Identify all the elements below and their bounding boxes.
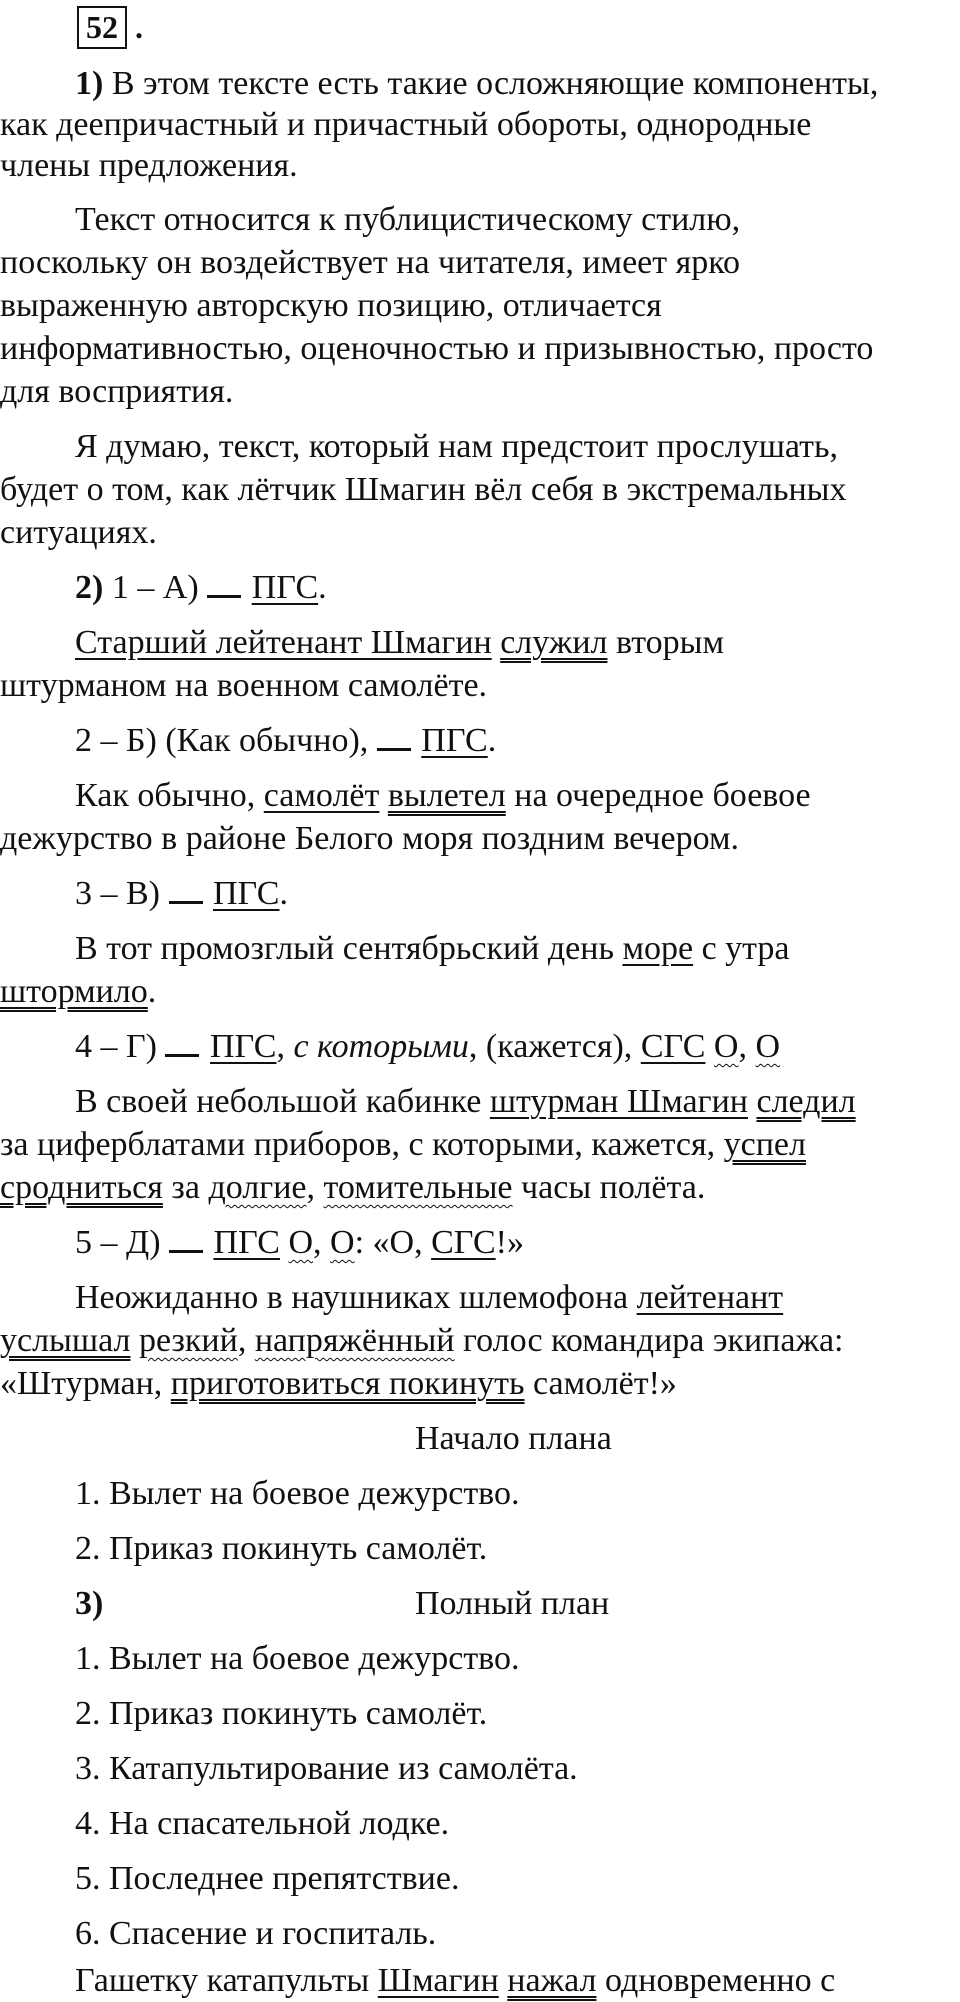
punct: . bbox=[279, 875, 288, 912]
predicate: приготовиться покинуть bbox=[170, 1365, 525, 1402]
p3-line-1: Я думаю, текст, который нам предстоит прослушать, bbox=[75, 428, 838, 465]
plan-full-item: 2. Приказ покинуть самолёт. bbox=[75, 1695, 488, 1732]
homogeneous-member: О bbox=[755, 1028, 781, 1065]
scheme-1 bbox=[75, 567, 960, 609]
scheme-label: 1 – А) bbox=[103, 569, 208, 606]
space bbox=[130, 1322, 139, 1359]
punct: !» bbox=[495, 1224, 524, 1261]
predicate: служил bbox=[500, 624, 608, 661]
homogeneous-member: О bbox=[288, 1224, 314, 1261]
plan-start-item: 1. Вылет на боевое дежурство. bbox=[75, 1475, 520, 1512]
sentence-5-line-1 bbox=[75, 1277, 960, 1319]
plan-full-item: 3. Катапультирование из самолёта. bbox=[75, 1750, 578, 1787]
p1-text: В этом тексте есть такие осложняющие компоненты, bbox=[103, 65, 879, 102]
text: с утра bbox=[693, 930, 790, 967]
p2-line-2: поскольку он воздействует на читателя, имеет ярко bbox=[0, 244, 741, 281]
punct: . bbox=[147, 973, 157, 1010]
scheme-5 bbox=[75, 1222, 960, 1264]
plan-full-item: 1. Вылет на боевое дежурство. bbox=[75, 1640, 520, 1677]
plan-full-item: 5. Последнее препятствие. bbox=[75, 1860, 460, 1897]
predicate: следил bbox=[756, 1083, 856, 1120]
punct: , (кажется), bbox=[468, 1028, 641, 1065]
sgs-term: СГС bbox=[431, 1224, 496, 1261]
sentence-5-line-2 bbox=[0, 1320, 960, 1362]
plan-start-title: Начало плана bbox=[415, 1420, 612, 1457]
pgs-term: ПГС bbox=[421, 722, 488, 759]
homogeneous-member: О bbox=[713, 1028, 739, 1065]
subject: штурман Шмагин bbox=[489, 1083, 748, 1120]
p1-mark: 1) bbox=[75, 65, 104, 102]
p2-line-3: выраженную авторскую позицию, отличается bbox=[0, 287, 662, 324]
sentence-3-line-2 bbox=[0, 971, 960, 1013]
text: голос командира экипажа: bbox=[454, 1322, 844, 1359]
last-line bbox=[75, 1960, 960, 2002]
text: самолёт!» bbox=[524, 1365, 677, 1402]
attribute: томительные bbox=[323, 1169, 513, 1206]
subject: Шмагин bbox=[377, 1962, 499, 1999]
scheme-4 bbox=[75, 1026, 960, 1068]
plan-start-item: 2. Приказ покинуть самолёт. bbox=[75, 1530, 488, 1567]
plan-full-title: Полный план bbox=[415, 1585, 610, 1622]
scheme-label: 5 – Д) bbox=[75, 1224, 170, 1261]
punct: . bbox=[487, 722, 497, 759]
attribute: долгие bbox=[208, 1169, 307, 1206]
pgs-term: ПГС bbox=[213, 1224, 280, 1261]
subject: самолёт bbox=[263, 777, 380, 814]
subject: море bbox=[622, 930, 694, 967]
sentence-4-line-1 bbox=[75, 1081, 960, 1123]
p2-line-4: информативностью, оценочностью и призывностью, просто bbox=[0, 330, 874, 367]
plan-full-item: 4. На спасательной лодке. bbox=[75, 1805, 450, 1842]
section-mark-2: 2) bbox=[75, 569, 104, 606]
blank-line bbox=[165, 1026, 199, 1057]
sentence-4-line-2 bbox=[0, 1124, 960, 1166]
sentence-5-line-3 bbox=[0, 1363, 960, 1405]
predicate: услышал bbox=[0, 1322, 131, 1359]
p3-line-3: ситуациях. bbox=[0, 514, 157, 551]
sentence-1-line-2: штурманом на военном самолёте. bbox=[0, 667, 488, 704]
p2-line-5: для восприятия. bbox=[0, 373, 234, 410]
punct: , bbox=[738, 1028, 756, 1065]
text: часы полёта. bbox=[512, 1169, 706, 1206]
punct: , bbox=[306, 1169, 324, 1206]
section-mark-3: 3) bbox=[75, 1585, 104, 1622]
punct: , bbox=[313, 1224, 331, 1261]
attribute: напряжённый bbox=[254, 1322, 455, 1359]
text: одновременно с bbox=[596, 1962, 836, 1999]
text: «Штурман, bbox=[0, 1365, 171, 1402]
task-number-box bbox=[77, 6, 127, 49]
relative-word: с которыми bbox=[293, 1028, 469, 1065]
text: за bbox=[162, 1169, 209, 1206]
sentence-3-line-1 bbox=[75, 928, 960, 970]
predicate: нажал bbox=[507, 1962, 597, 1999]
text: Гашетку катапульты bbox=[75, 1962, 378, 1999]
homogeneous-member: О bbox=[330, 1224, 355, 1261]
sentence-4-line-3 bbox=[0, 1167, 960, 1209]
sentence-2-line-2: дежурство в районе Белого моря поздним вечером. bbox=[0, 820, 739, 857]
punct: , bbox=[276, 1028, 294, 1065]
punct: . bbox=[318, 569, 327, 606]
text: вторым bbox=[607, 624, 724, 661]
blank-line bbox=[169, 873, 203, 904]
predicate: вылетел bbox=[387, 777, 506, 814]
pgs-term: ПГС bbox=[209, 1028, 277, 1065]
blank-line bbox=[377, 720, 411, 751]
blank-line bbox=[169, 1222, 203, 1253]
blank-line bbox=[207, 567, 241, 598]
plan-full-item: 6. Спасение и госпиталь. bbox=[75, 1915, 437, 1952]
text: В тот промозглый сентябрьский день bbox=[75, 930, 623, 967]
text: В своей небольшой кабинке bbox=[75, 1083, 490, 1120]
pgs-term: ПГС bbox=[213, 875, 280, 912]
scheme-label: 3 – В) bbox=[75, 875, 169, 912]
scheme-2 bbox=[75, 720, 960, 762]
text: Неожиданно в наушниках шлемофона bbox=[75, 1279, 637, 1316]
predicate: успел bbox=[723, 1126, 806, 1163]
text: Как обычно, bbox=[75, 777, 264, 814]
space bbox=[379, 777, 388, 814]
p1-line-2: как деепричастный и причастный обороты, однородные bbox=[0, 106, 812, 143]
pgs-term: ПГС bbox=[251, 569, 319, 606]
sentence-2-line-1 bbox=[75, 775, 960, 817]
space bbox=[705, 1028, 714, 1065]
predicate: сродниться bbox=[0, 1169, 163, 1206]
sgs-term: СГС bbox=[640, 1028, 706, 1065]
p1-line-3: члены предложения. bbox=[0, 147, 298, 184]
p1-line-1 bbox=[75, 63, 960, 105]
scheme-label: 2 – Б) (Как обычно), bbox=[75, 722, 377, 759]
scheme-3 bbox=[75, 873, 960, 915]
predicate: штормило bbox=[0, 973, 148, 1010]
task-number-dot: . bbox=[135, 9, 143, 45]
subject: Старший лейтенант Шмагин bbox=[75, 624, 492, 661]
p2-line-1: Текст относится к публицистическому стилю, bbox=[75, 201, 741, 238]
punct: , bbox=[237, 1322, 255, 1359]
space bbox=[492, 624, 501, 661]
punct: : «О, bbox=[354, 1224, 432, 1261]
subject: лейтенант bbox=[636, 1279, 784, 1316]
attribute: резкий bbox=[138, 1322, 238, 1359]
scheme-label: 4 – Г) bbox=[75, 1028, 166, 1065]
p3-line-2: будет о том, как лётчик Шмагин вёл себя в экстремальных bbox=[0, 471, 847, 508]
sentence-1-line-1 bbox=[75, 622, 960, 664]
text: на очередное боевое bbox=[505, 777, 811, 814]
task-number: 52 bbox=[86, 9, 118, 45]
text: за циферблатами приборов, с которыми, кажется, bbox=[0, 1126, 724, 1163]
